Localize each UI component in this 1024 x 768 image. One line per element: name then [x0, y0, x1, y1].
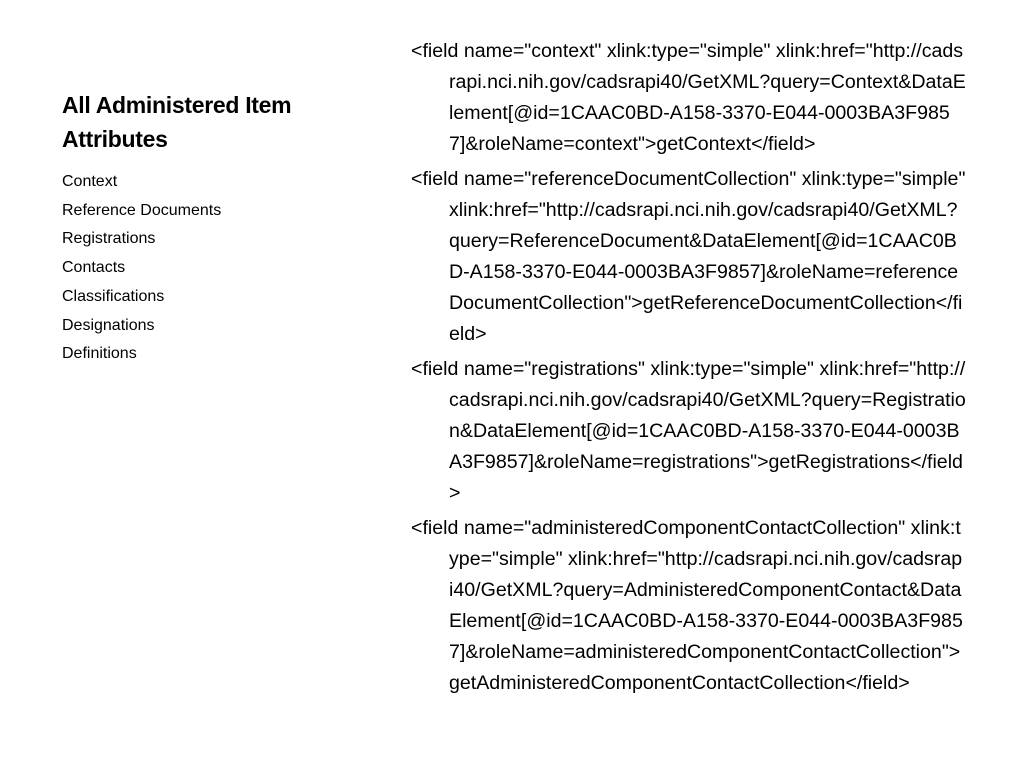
attribute-link-definitions[interactable]: Definitions	[62, 345, 137, 363]
sidebar-title: All Administered Item Attributes	[62, 92, 292, 152]
field-contact-collection: <field name="administeredComponentContactCollection" xlink:type="simple" xlink:href="http://cadsrapi.nci.nih.gov/cadsrapi40/GetXML?query=AdministeredComponentContact&DataElement[@id=1CAAC0BD-A158-3370-E044-0003BA3F9857]&roleName=administeredComponentContactCollection">getAdministeredComponentContactCollection</field>	[411, 517, 963, 694]
attribute-link-classifications[interactable]: Classifications	[62, 287, 165, 305]
attribute-link-registrations[interactable]: Registrations	[62, 230, 156, 248]
field-context: <field name="context" xlink:type="simple" xlink:href="http://cadsrapi.nci.nih.gov/cadsrapi40/GetXML?query=Context&DataElement[@id=1CAAC0BD-A158-3370-E044-0003BA3F9857]&roleName=context">getContext</field>	[411, 40, 966, 155]
attribute-link-context[interactable]: Context	[62, 173, 118, 190]
field-registrations: <field name="registrations" xlink:type="simple" xlink:href="http://cadsrapi.nci.nih.gov/cadsrapi40/GetXML?query=Registration&DataElement[@id=1CAAC0BD-A158-3370-E044-0003BA3F9857]&roleName=registrations">getRegistrations</field>	[411, 358, 966, 504]
sidebar	[62, 88, 362, 369]
xml-content	[411, 36, 966, 768]
attribute-link-contacts[interactable]: Contacts	[62, 259, 126, 277]
attribute-link-reference-documents[interactable]: Reference Documents	[62, 201, 222, 219]
attribute-list	[62, 168, 362, 369]
field-reference-document-collection: <field name="referenceDocumentCollection" xlink:type="simple" xlink:href="http://cadsrapi.nci.nih.gov/cadsrapi40/GetXML?query=ReferenceDocument&DataElement[@id=1CAAC0BD-A158-3370-E044-0003BA3F9857]&roleName=referenceDocumentCollection">getReferenceDocumentCollection</field>	[411, 168, 966, 345]
attribute-link-designations[interactable]: Designations	[62, 316, 155, 334]
